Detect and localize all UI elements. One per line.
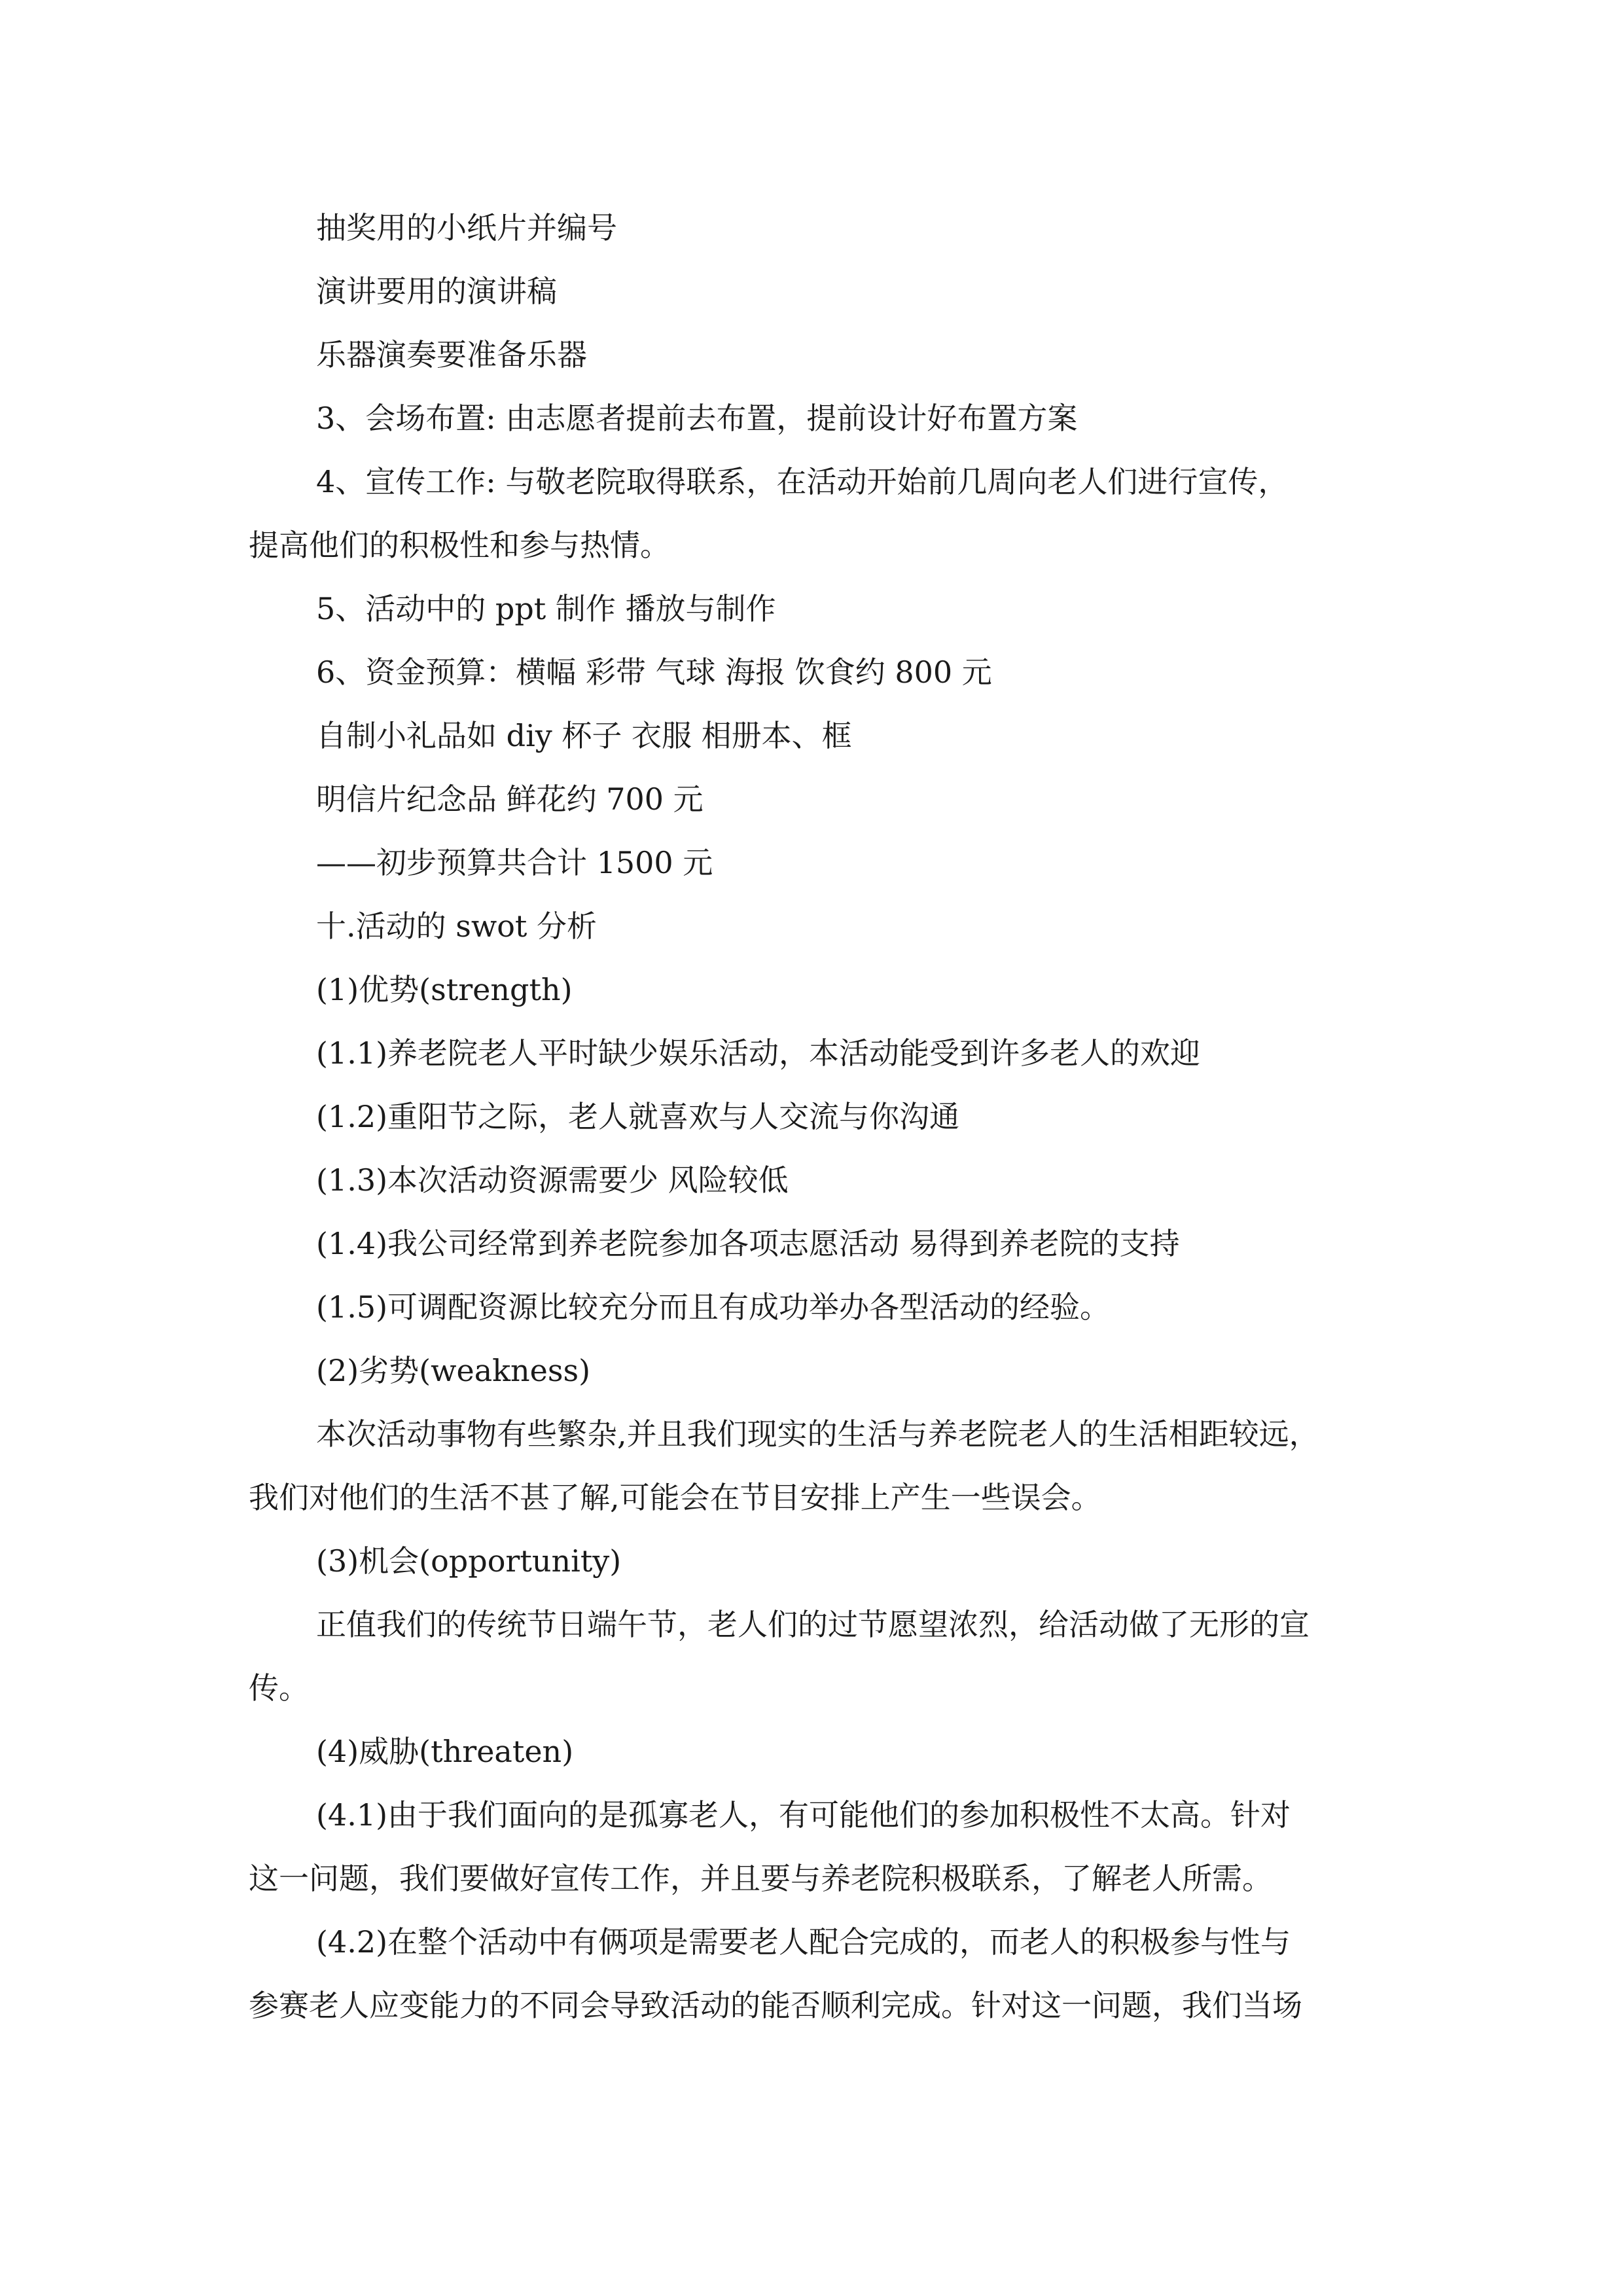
paragraph-line: (4.2)在整个活动中有俩项是需要老人配合完成的，而老人的积极参与性与 bbox=[316, 1924, 1291, 1960]
paragraph-continuation-line: 这一问题，我们要做好宣传工作，并且要与养老院积极联系，了解老人所需。 bbox=[249, 1861, 1272, 1896]
paragraph-continuation-line: 我们对他们的生活不甚了解,可能会在节目安排上产生一些误会。 bbox=[249, 1480, 1101, 1515]
paragraph-line: 演讲要用的演讲稿 bbox=[316, 274, 557, 309]
paragraph-continuation-line: 提高他们的积极性和参与热情。 bbox=[249, 528, 670, 563]
paragraph-line: 本次活动事物有些繁杂,并且我们现实的生活与养老院老人的生活相距较远， bbox=[316, 1416, 1319, 1452]
paragraph-line: (2)劣势(weakness) bbox=[316, 1353, 591, 1388]
paragraph-line: 十.活动的 swot 分析 bbox=[316, 908, 597, 944]
paragraph-line: 5、活动中的 ppt 制作 播放与制作 bbox=[316, 591, 776, 626]
paragraph-line: (1.5)可调配资源比较充分而且有成功举办各型活动的经验。 bbox=[316, 1289, 1111, 1325]
paragraph-line: 4、宣传工作: 与敬老院取得联系，在活动开始前几周向老人们进行宣传， bbox=[316, 464, 1289, 499]
paragraph-continuation-line: 参赛老人应变能力的不同会导致活动的能否顺利完成。针对这一问题，我们当场 bbox=[249, 1988, 1302, 2023]
paragraph-line: (1.4)我公司经常到养老院参加各项志愿活动 易得到养老院的支持 bbox=[316, 1226, 1180, 1261]
paragraph-line: (1.1)养老院老人平时缺少娱乐活动，本活动能受到许多老人的欢迎 bbox=[316, 1035, 1201, 1071]
paragraph-line: 6、资金预算：横幅 彩带 气球 海报 饮食约 800 元 bbox=[316, 655, 992, 690]
paragraph-line: 自制小礼品如 diy 杯子 衣服 相册本、框 bbox=[316, 718, 852, 753]
paragraph-line: (1.2)重阳节之际，老人就喜欢与人交流与你沟通 bbox=[316, 1099, 960, 1134]
paragraph-line: (1)优势(strength) bbox=[316, 972, 573, 1007]
paragraph-line: 乐器演奏要准备乐器 bbox=[316, 337, 587, 372]
paragraph-line: 抽奖用的小纸片并编号 bbox=[316, 210, 617, 245]
paragraph-line: 明信片纪念品 鲜花约 700 元 bbox=[316, 781, 704, 817]
paragraph-line: (3)机会(opportunity) bbox=[316, 1543, 622, 1579]
paragraph-line: 3、会场布置: 由志愿者提前去布置，提前设计好布置方案 bbox=[316, 401, 1078, 436]
paragraph-line: (4)威胁(threaten) bbox=[316, 1734, 574, 1769]
paragraph-line: ——初步预算共合计 1500 元 bbox=[316, 845, 713, 880]
document-body bbox=[249, 196, 1387, 2037]
paragraph-line: (1.3)本次活动资源需要少 风险较低 bbox=[316, 1162, 789, 1198]
paragraph-line: 正值我们的传统节日端午节，老人们的过节愿望浓烈，给活动做了无形的宣 bbox=[316, 1607, 1310, 1642]
paragraph-line: (4.1)由于我们面向的是孤寡老人，有可能他们的参加积极性不太高。针对 bbox=[316, 1797, 1291, 1833]
paragraph-continuation-line: 传。 bbox=[249, 1670, 309, 1706]
